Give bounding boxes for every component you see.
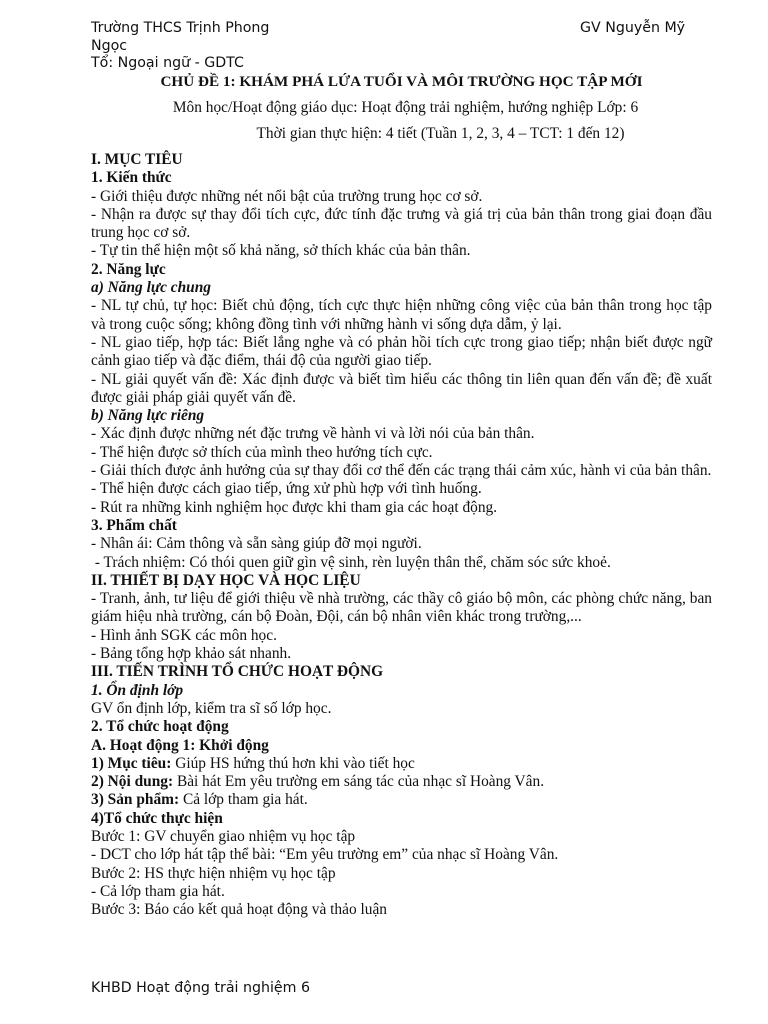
specific-competence-item: - Thể hiện được sở thích của mình theo hướng tích cực. (91, 443, 433, 461)
quality-item: - Trách nhiệm: Có thói quen giữ gìn vệ sinh, rèn luyện thân thể, chăm sóc sức khoẻ. (91, 553, 611, 571)
activity-1-heading: A. Hoạt động 1: Khởi động (91, 736, 269, 754)
equipment-item: - Bảng tổng hợp khảo sát nhanh. (91, 645, 292, 663)
teacher-name: GV Nguyễn Mỹ (580, 20, 686, 36)
specific-competence-item: - Giải thích được ảnh hưởng của sự thay đổi cơ thể đến các trạng thái cảm xúc, hành vi của bản thân. (91, 462, 712, 480)
objective-text: Giúp HS hứng thú hơn khi vào tiết học (171, 754, 415, 772)
qualities-heading: 3. Phẩm chất (91, 516, 177, 534)
document-body (91, 72, 712, 919)
teacher-name-continued: Ngọc (91, 37, 128, 54)
page-footer: KHBD Hoạt động trải nghiệm 6 (91, 980, 311, 996)
equipment-item: - Tranh, ảnh, tư liệu để giới thiệu về nhà trường, các thầy cô giáo bộ môn, các phòng chức năng, ban giám hiệu nhà trường, cán bộ Đoàn, Đội, cán bộ nhân viên khác trong trường,... (91, 590, 712, 626)
product-line (91, 791, 712, 809)
step-line: Bước 1: GV chuyển giao nhiệm vụ học tập (91, 827, 356, 845)
quality-item: - Nhân ái: Cảm thông và sẵn sàng giúp đỡ mọi người. (91, 535, 422, 553)
class-stabilize-heading: 1. Ổn định lớp (91, 681, 184, 699)
equipment-item: - Hình ảnh SGK các môn học. (91, 626, 277, 644)
content-line (91, 773, 712, 791)
specific-competence-item: - Xác định được những nét đặc trưng về hành vi và lời nói của bản thân. (91, 425, 535, 443)
general-competence-heading: a) Năng lực chung (91, 279, 211, 297)
product-label: 3) Sản phẩm: (91, 791, 180, 809)
section-equipment-heading: II. THIẾT BỊ DẠY HỌC VÀ HỌC LIỆU (91, 571, 361, 589)
step-line: Bước 3: Báo cáo kết quả hoạt động và thảo luận (91, 901, 387, 919)
content-text: Bài hát Em yêu trường em sáng tác của nhạc sĩ Hoàng Vân. (173, 773, 545, 791)
document-title: CHỦ ĐỀ 1: KHÁM PHÁ LỨA TUỔI VÀ MÔI TRƯỜNG HỌC TẬP MỚI (160, 73, 643, 90)
knowledge-item: - Nhận ra được sự thay đổi tích cực, đức tính đặc trưng và giá trị của bản thân trong giai đoạn đầu trung học cơ sở. (91, 205, 712, 242)
time-line: Thời gian thực hiện: 4 tiết (Tuần 1, 2, 3, 4 – TCT: 1 đến 12) (256, 125, 625, 142)
step-line: Bước 2: HS thực hiện nhiệm vụ học tập (91, 864, 336, 882)
knowledge-item: - Giới thiệu được những nét nổi bật của trường trung học cơ sở. (91, 187, 483, 205)
specific-competence-item: - Thể hiện được cách giao tiếp, ứng xử phù hợp với tình huống. (91, 480, 482, 498)
implementation-heading: 4)Tổ chức thực hiện (91, 809, 223, 827)
knowledge-item: - Tự tin thể hiện một số khả năng, sở thích khác của bản thân. (91, 242, 471, 260)
class-stabilize-text: GV ổn định lớp, kiểm tra sĩ số lớp học. (91, 699, 332, 717)
objective-line (91, 755, 712, 773)
general-competence-item: - NL giải quyết vấn đề: Xác định được và biết tìm hiểu các thông tin liên quan đến vấn đề; đề xuất được giải pháp giải quyết vấn đề. (91, 370, 712, 406)
subject-line: Môn học/Hoạt động giáo dục: Hoạt động trải nghiệm, hướng nghiệp Lớp: 6 (172, 99, 639, 116)
specific-competence-item: - Rút ra những kinh nghiệm học được khi tham gia các hoạt động. (91, 498, 498, 516)
step-line: - DCT cho lớp hát tập thể bài: “Em yêu trường em” của nhạc sĩ Hoàng Vân. (91, 846, 559, 864)
page-header (91, 20, 711, 73)
knowledge-heading: 1. Kiến thức (91, 169, 172, 187)
section-process-heading: III. TIẾN TRÌNH TỔ CHỨC HOẠT ĐỘNG (91, 663, 384, 681)
product-text: Cả lớp tham gia hát. (179, 791, 308, 809)
general-competence-item: - NL giao tiếp, hợp tác: Biết lắng nghe và có phản hồi tích cực trong giao tiếp; nhận biết được ngữ cảnh giao tiếp và đặc điểm, thái độ của người giao tiếp. (91, 333, 712, 370)
general-competence-item: - NL tự chủ, tự học: Biết chủ động, tích cực thực hiện những công việc của bản thân trong học tập và trong cuộc sống; không đồng tình với những hành vi sống dựa dẫm, ỷ lại. (91, 297, 712, 333)
content-label: 2) Nội dung: (91, 773, 174, 791)
specific-competence-heading: b) Năng lực riêng (91, 407, 205, 425)
competence-heading: 2. Năng lực (91, 260, 166, 278)
section-objectives-heading: I. MỤC TIÊU (91, 151, 183, 168)
organize-activities-heading: 2. Tổ chức hoạt động (91, 718, 229, 736)
department-group: Tổ: Ngoại ngữ - GDTC (91, 55, 244, 71)
step-line: - Cả lớp tham gia hát. (91, 882, 225, 900)
objective-label: 1) Mục tiêu: (91, 754, 172, 772)
school-name: Trường THCS Trịnh Phong (91, 20, 270, 36)
